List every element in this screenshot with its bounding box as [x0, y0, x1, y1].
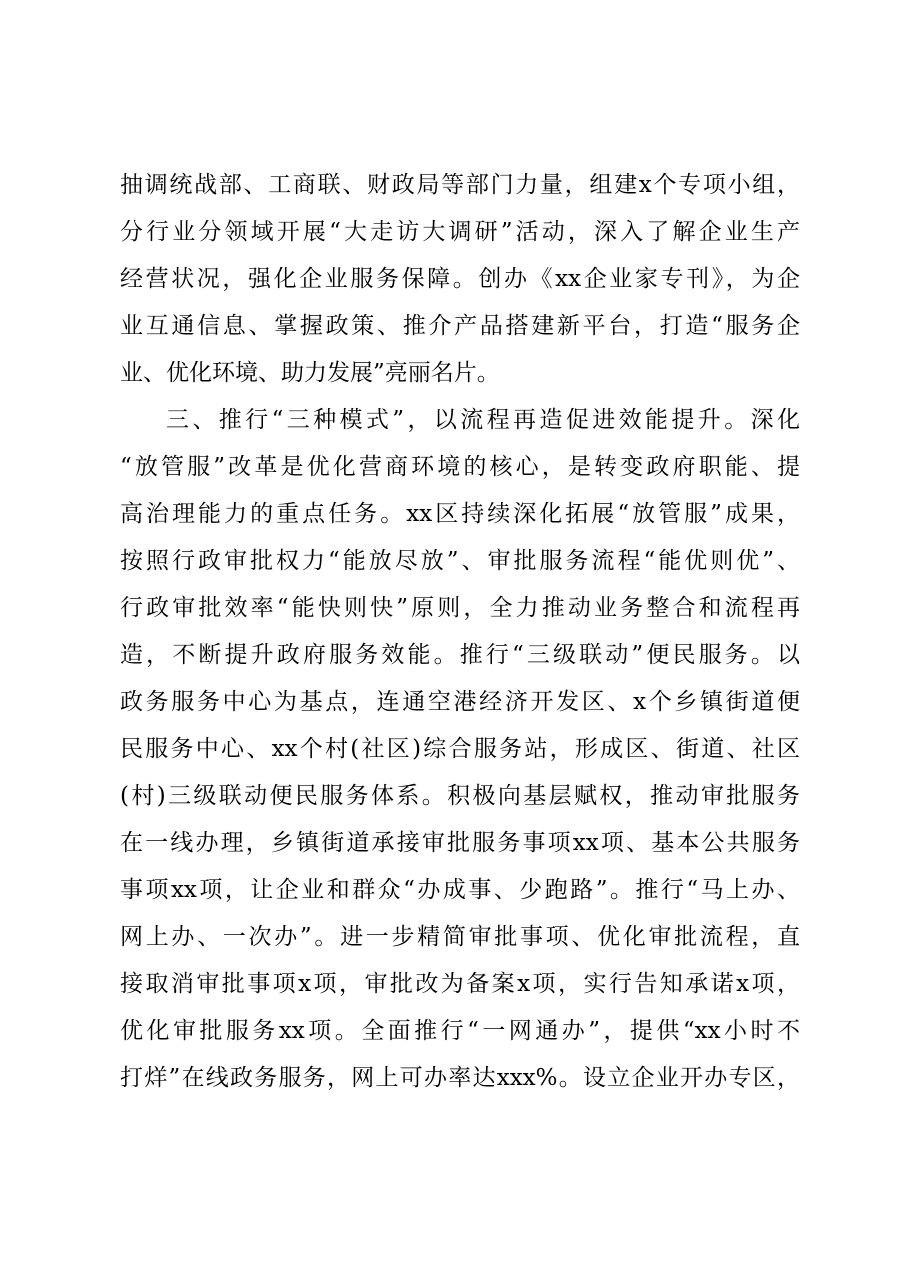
- paragraph-end-line: 业、优化环境、助力发展”亮丽名片。: [120, 360, 500, 386]
- body-text: [120, 162, 800, 1102]
- text-line: (村)三级联动便民服务体系。积极向基层赋权，推动审批服务: [120, 783, 800, 809]
- text-line: 打烊”在线政务服务，网上可办率达xxx%。设立企业开办专区，: [120, 1065, 800, 1091]
- text-line: 业互通信息、掌握政策、推介产品搭建新平台，打造“服务企: [120, 313, 800, 339]
- text-line: 事项xx项，让企业和群众“办成事、少跑路”。推行“马上办、: [120, 877, 800, 903]
- text-line: 在一线办理，乡镇街道承接审批服务事项xx项、基本公共服务: [120, 830, 800, 856]
- text-line: 接取消审批事项x项，审批改为备案x项，实行告知承诺x项，: [120, 971, 800, 997]
- text-line: 民服务中心、xx个村(社区)综合服务站，形成区、街道、社区: [120, 736, 800, 762]
- text-line: 造，不断提升政府服务效能。推行“三级联动”便民服务。以: [120, 642, 800, 668]
- text-line: 网上办、一次办”。进一步精简审批事项、优化审批流程，直: [120, 924, 800, 950]
- text-line: 行政审批效率“能快则快”原则，全力推动业务整合和流程再: [120, 595, 800, 621]
- text-line: 优化审批服务xx项。全面推行“一网通办”，提供“xx小时不: [120, 1018, 800, 1044]
- text-line: 分行业分领域开展“大走访大调研”活动，深入了解企业生产: [120, 219, 800, 245]
- text-line: “放管服”改革是优化营商环境的核心，是转变政府职能、提: [120, 454, 800, 480]
- text-line: 高治理能力的重点任务。xx区持续深化拓展“放管服”成果，: [120, 501, 800, 527]
- text-line: 按照行政审批权力“能放尽放”、审批服务流程“能优则优”、: [120, 548, 800, 574]
- text-line: 抽调统战部、工商联、财政局等部门力量，组建x个专项小组，: [120, 172, 800, 198]
- text-line: 经营状况，强化企业服务保障。创办《xx企业家专刊》，为企: [120, 266, 800, 292]
- section-heading-line: 三、推行“三种模式”，以流程再造促进效能提升。深化: [166, 407, 800, 433]
- text-line: 政务服务中心为基点，连通空港经济开发区、x个乡镇街道便: [120, 689, 800, 715]
